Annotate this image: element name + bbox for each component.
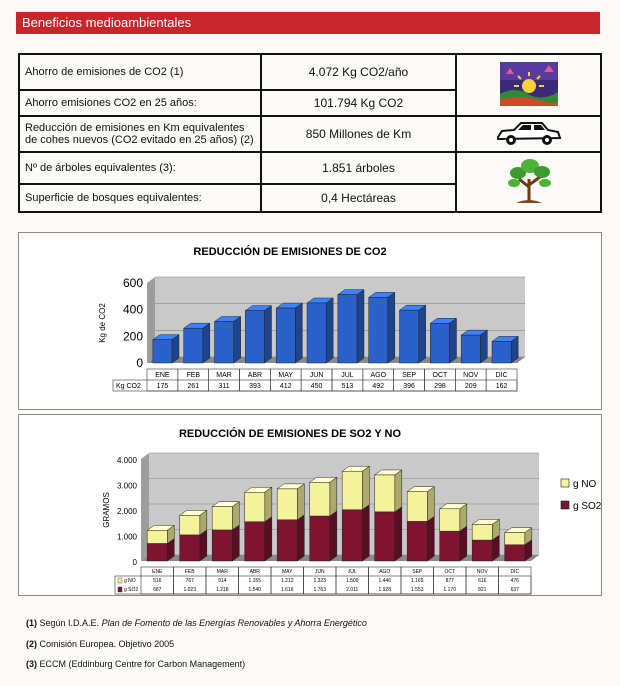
bar-gso2-side xyxy=(330,511,337,561)
series-label: g NO xyxy=(124,578,136,584)
row-label: Reducción de emisiones en Km equivalentes de cohes nuevos (CO2 evitado en 25 años) (2) xyxy=(19,116,261,152)
y-tick-label: 0 xyxy=(132,558,137,567)
sunset-landscape-icon xyxy=(498,60,560,108)
category-label: MAR xyxy=(216,372,232,379)
bar-gso2 xyxy=(180,535,200,561)
data-label: 1.218 xyxy=(215,587,229,593)
footnote-2: (2) Comisión Europea. Objetivo 2005 xyxy=(26,639,175,649)
bar-gno xyxy=(407,492,427,522)
bar-gno-side xyxy=(362,466,369,509)
table-row xyxy=(19,152,601,184)
data-label: 261 xyxy=(187,383,200,390)
bar-gso2 xyxy=(310,516,330,561)
car-icon xyxy=(494,119,564,147)
y-axis-label: GRAMOS xyxy=(102,492,111,528)
bar-gno-side xyxy=(395,470,402,512)
data-label: 637 xyxy=(510,587,519,593)
bar xyxy=(153,340,172,363)
bar xyxy=(245,311,264,363)
co2-chart-panel xyxy=(18,232,602,410)
so2-no-chart-panel xyxy=(18,414,602,596)
table-legend-swatch xyxy=(118,578,122,583)
row-value: 101.794 Kg CO2 xyxy=(261,90,456,116)
row-value: 0,4 Hectáreas xyxy=(261,184,456,212)
category-label: NOV xyxy=(476,569,488,575)
row-label: Ahorro emisiones CO2 en 25 años: xyxy=(19,90,261,116)
data-label: 1.928 xyxy=(378,587,392,593)
bar xyxy=(400,310,419,363)
bar xyxy=(215,322,234,363)
bar-gno xyxy=(342,471,362,509)
category-label: SEP xyxy=(402,372,417,379)
data-label: 1.616 xyxy=(280,587,294,593)
y-axis-label: Kg de CO2 xyxy=(98,303,107,343)
y-tick-label: 200 xyxy=(122,329,143,344)
category-label: DIC xyxy=(510,569,520,575)
bar xyxy=(369,297,388,363)
bar-gso2-side xyxy=(200,530,207,561)
category-label: FEB xyxy=(184,569,195,575)
icon-cell xyxy=(456,54,601,116)
row-label: Ahorro de emisiones de CO2 (1) xyxy=(19,54,261,90)
category-label: OCT xyxy=(444,569,456,575)
bar-gno xyxy=(277,489,297,520)
bar-gso2 xyxy=(277,520,297,561)
bar-gso2-side xyxy=(232,525,239,561)
data-label: 175 xyxy=(156,383,169,390)
bar-gso2-side xyxy=(395,507,402,561)
bar-gno-side xyxy=(265,487,272,521)
data-label: 1.446 xyxy=(378,578,392,584)
category-label: DIC xyxy=(495,372,508,379)
bar-gno xyxy=(180,515,200,535)
category-label: AGO xyxy=(379,569,391,575)
category-label: ENE xyxy=(152,569,163,575)
row-label: Superficie de bosques equivalentes: xyxy=(19,184,261,212)
icon-cell xyxy=(456,152,601,212)
bar-side xyxy=(511,336,518,363)
table-row xyxy=(19,116,601,152)
benefits-table xyxy=(18,53,602,213)
bar-gno xyxy=(310,482,330,516)
bar-gso2-side xyxy=(265,517,272,561)
bar-gno-side xyxy=(232,502,239,530)
data-label: 209 xyxy=(464,383,477,390)
bar xyxy=(338,295,357,363)
y-tick-label: 0 xyxy=(136,356,143,370)
bar-gso2 xyxy=(440,531,460,561)
bar-gno xyxy=(245,492,265,521)
bar-gso2-side xyxy=(460,526,467,561)
bar-gno xyxy=(440,509,460,531)
data-label: 1.212 xyxy=(280,578,294,584)
data-label: 767 xyxy=(185,578,194,584)
data-label: 162 xyxy=(495,383,508,390)
data-label: 513 xyxy=(341,383,354,390)
bar-gno xyxy=(505,533,525,545)
data-label: 1.023 xyxy=(183,587,197,593)
data-label: 1.540 xyxy=(248,587,262,593)
data-label: 476 xyxy=(510,578,519,584)
bar-gno xyxy=(212,507,232,530)
bar xyxy=(307,303,326,363)
data-label: 821 xyxy=(478,587,487,593)
legend-label: g SO2 xyxy=(573,501,601,512)
legend-swatch xyxy=(561,501,569,509)
table-legend-swatch xyxy=(118,587,122,592)
data-label: 1.165 xyxy=(410,578,424,584)
bar-gso2-side xyxy=(427,516,434,561)
data-label: 396 xyxy=(403,383,415,390)
table-row xyxy=(19,54,601,90)
bar-gso2-side xyxy=(297,515,304,561)
bar-side xyxy=(419,305,426,363)
bar-gso2 xyxy=(505,545,525,561)
bar-gso2 xyxy=(245,522,265,561)
bar-side xyxy=(326,298,333,363)
bar-side xyxy=(203,323,210,363)
so2-no-chart xyxy=(19,415,601,595)
row-value: 4.072 Kg CO2/año xyxy=(261,54,456,90)
category-label: SEP xyxy=(412,569,423,575)
legend-label: g NO xyxy=(573,479,597,490)
bar-side xyxy=(357,290,364,363)
category-label: JUL xyxy=(341,372,354,379)
category-label: MAY xyxy=(282,569,293,575)
data-label: 1.155 xyxy=(248,578,262,584)
data-label: 2.011 xyxy=(346,587,359,593)
bar-gso2 xyxy=(342,510,362,561)
category-label: NOV xyxy=(463,372,479,379)
y-tick-label: 2.000 xyxy=(116,507,137,516)
row-value: 1.851 árboles xyxy=(261,152,456,184)
co2-chart xyxy=(19,233,601,409)
bar-side xyxy=(295,303,302,363)
category-label: MAY xyxy=(278,372,294,379)
bar-side xyxy=(264,306,271,363)
data-label: 516 xyxy=(153,578,162,584)
category-label: ABR xyxy=(249,569,260,575)
data-label: 687 xyxy=(153,587,162,593)
data-label: 311 xyxy=(218,383,230,390)
y-tick-label: 3.000 xyxy=(116,481,137,491)
category-label: MAR xyxy=(216,569,228,575)
bar-gso2-side xyxy=(362,505,369,561)
bar-side xyxy=(234,317,241,363)
section-header: Beneficios medioambientales xyxy=(16,12,600,34)
data-label: 492 xyxy=(372,383,385,390)
chart-title: REDUCCIÓN DE EMISIONES DE CO2 xyxy=(193,246,387,258)
bar-gno-side xyxy=(460,504,467,531)
category-label: JUN xyxy=(314,569,325,575)
bar xyxy=(492,341,511,363)
data-label: 1.170 xyxy=(443,587,457,593)
bar-gso2 xyxy=(472,540,492,561)
chart-title: REDUCCIÓN DE EMISIONES DE SO2 Y NO xyxy=(178,428,402,440)
legend-swatch xyxy=(561,479,569,487)
bar-gso2 xyxy=(375,512,395,561)
bar-gno-side xyxy=(297,484,304,520)
icon-cell xyxy=(456,116,601,152)
row-label: Nº de árboles equivalentes (3): xyxy=(19,152,261,184)
y-tick-label: 1.000 xyxy=(116,532,137,542)
footnote-1: (1) Según I.D.A.E. Plan de Fomento de las Energías Renovables y Ahorra Energético xyxy=(26,618,367,628)
bar-gno-side xyxy=(427,487,434,522)
data-label: 450 xyxy=(310,383,323,390)
category-label: FEB xyxy=(186,372,201,379)
data-label: 914 xyxy=(218,578,227,584)
bar-side xyxy=(449,318,456,363)
category-label: JUN xyxy=(309,372,324,379)
category-label: OCT xyxy=(432,372,448,379)
bar xyxy=(461,335,480,363)
bar-gno xyxy=(472,524,492,540)
category-label: JUL xyxy=(347,569,357,575)
bar-gno-side xyxy=(330,477,337,516)
bar-gso2 xyxy=(407,521,427,561)
series-label: Kg CO2 xyxy=(116,383,141,390)
data-label: 877 xyxy=(445,578,454,584)
category-label: ENE xyxy=(155,372,170,379)
data-label: 1.509 xyxy=(345,578,359,584)
y-tick-label: 600 xyxy=(122,276,143,290)
bar-gso2 xyxy=(212,530,232,561)
data-label: 1.763 xyxy=(313,587,327,593)
bar xyxy=(184,328,203,363)
category-label: ABR xyxy=(247,372,263,379)
data-label: 412 xyxy=(279,383,292,390)
bar-gso2 xyxy=(147,543,167,561)
data-label: 1.553 xyxy=(410,587,424,593)
bar-gno xyxy=(375,475,395,512)
y-tick-label: 400 xyxy=(122,302,143,317)
bar xyxy=(276,308,295,363)
bar-side xyxy=(480,330,487,363)
tree-icon xyxy=(504,157,554,205)
bar-gno xyxy=(147,530,167,543)
series-label: g SO2 xyxy=(124,587,139,593)
data-label: 393 xyxy=(249,383,261,390)
bar-side xyxy=(388,292,395,363)
row-value: 850 Millones de Km xyxy=(261,116,456,152)
data-label: 616 xyxy=(478,578,487,584)
bar xyxy=(430,323,449,363)
y-tick-label: 4.000 xyxy=(116,456,137,465)
category-label: AGO xyxy=(370,372,387,379)
data-label: 1.323 xyxy=(313,578,327,584)
footnote-3: (3) ECCM (Eddinburg Centre for Carbon Management) xyxy=(26,659,246,669)
data-label: 298 xyxy=(434,383,446,390)
bar-side xyxy=(172,335,179,363)
